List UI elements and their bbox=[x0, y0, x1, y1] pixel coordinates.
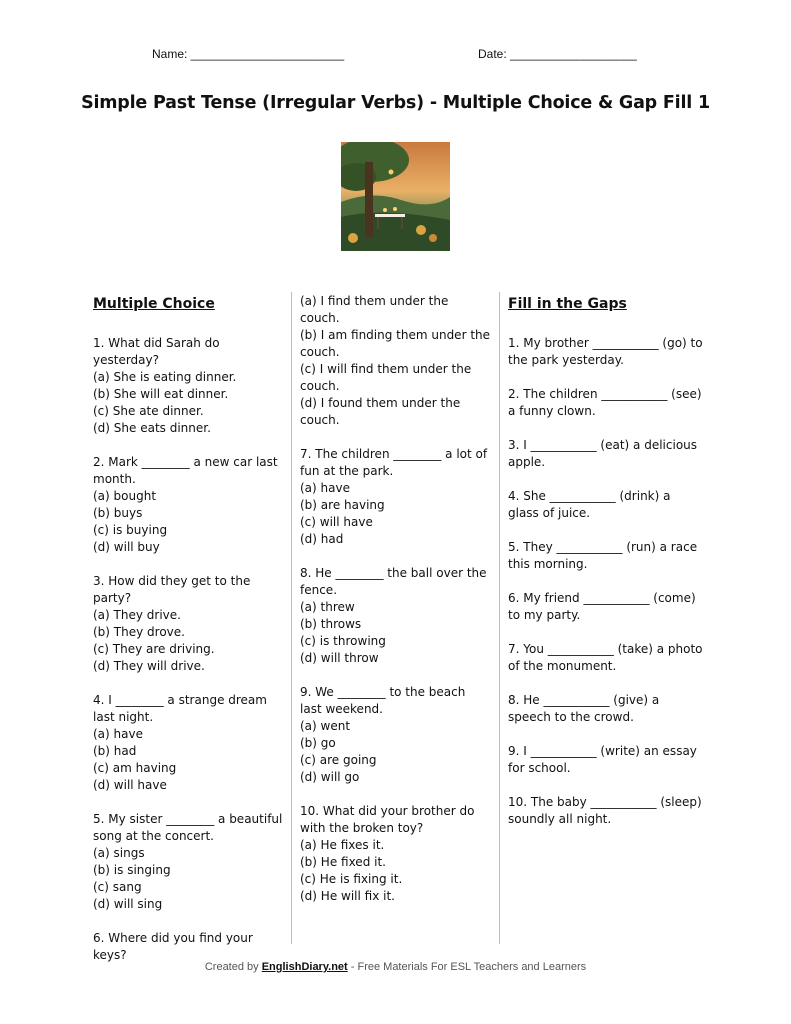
answer-option: (a) went bbox=[300, 719, 351, 733]
worksheet-title: Simple Past Tense (Irregular Verbs) - Multiple Choice & Gap Fill 1 bbox=[81, 93, 710, 113]
multiple-choice-column-1 bbox=[93, 292, 285, 981]
question-6 bbox=[93, 930, 285, 964]
answer-option: (c) sang bbox=[93, 880, 142, 894]
question-text: 6. Where did you find your keys? bbox=[93, 931, 253, 962]
answer-option: (d) She eats dinner. bbox=[93, 421, 211, 435]
answer-option: (a) They drive. bbox=[93, 608, 181, 622]
question-6-options bbox=[300, 293, 490, 429]
question-text: 7. The children ________ a lot of fun at the park. bbox=[300, 447, 488, 478]
answer-option: (d) He will fix it. bbox=[300, 889, 395, 903]
answer-option: (c) will have bbox=[300, 515, 373, 529]
gap-fill-item: 5. They ___________ (run) a race this morning. bbox=[508, 540, 698, 571]
answer-option: (d) will sing bbox=[93, 897, 163, 911]
question-8 bbox=[300, 565, 490, 667]
answer-option: (a) sings bbox=[93, 846, 145, 860]
question-2 bbox=[93, 454, 285, 556]
answer-option: (b) buys bbox=[93, 506, 143, 520]
footer-credit bbox=[0, 961, 791, 973]
name-field-label: Name: _______________________ bbox=[152, 47, 345, 61]
answer-option: (b) go bbox=[300, 736, 336, 750]
answer-option: (c) am having bbox=[93, 761, 177, 775]
answer-option: (a) I find them under the couch. bbox=[300, 294, 449, 325]
answer-option: (c) They are driving. bbox=[93, 642, 215, 656]
question-text: 10. What did your brother do with the broken toy? bbox=[300, 804, 475, 835]
answer-option: (a) She is eating dinner. bbox=[93, 370, 237, 384]
answer-option: (b) throws bbox=[300, 617, 362, 631]
multiple-choice-heading: Multiple Choice bbox=[93, 296, 215, 312]
answer-option: (d) will go bbox=[300, 770, 360, 784]
answer-option: (b) I am finding them under the couch. bbox=[300, 328, 491, 359]
answer-option: (a) have bbox=[300, 481, 350, 495]
question-5 bbox=[93, 811, 285, 913]
question-1 bbox=[93, 335, 285, 437]
answer-option: (b) are having bbox=[300, 498, 385, 512]
question-3 bbox=[93, 573, 285, 675]
question-9 bbox=[300, 684, 490, 786]
englishdiary-link[interactable]: EnglishDiary.net bbox=[261, 961, 348, 973]
answer-option: (a) He fixes it. bbox=[300, 838, 385, 852]
answer-option: (b) She will eat dinner. bbox=[93, 387, 229, 401]
gap-fill-item: 8. He ___________ (give) a speech to the crowd. bbox=[508, 693, 660, 724]
illustration-dinner-table-under-tree bbox=[341, 142, 450, 251]
answer-option: (c) is buying bbox=[93, 523, 168, 537]
gap-fill-item: 4. She ___________ (drink) a glass of juice. bbox=[508, 489, 671, 520]
question-text: 9. We ________ to the beach last weekend. bbox=[300, 685, 466, 716]
column-divider bbox=[499, 292, 500, 944]
answer-option: (d) will throw bbox=[300, 651, 379, 665]
gap-fill-item: 2. The children ___________ (see) a funny clown. bbox=[508, 387, 702, 418]
gap-fill-heading: Fill in the Gaps bbox=[508, 296, 627, 312]
answer-option: (b) They drove. bbox=[93, 625, 185, 639]
gap-fill-item: 6. My friend ___________ (come) to my party. bbox=[508, 591, 696, 622]
footer-suffix: - Free Materials For ESL Teachers and Learners bbox=[347, 961, 587, 973]
answer-option: (b) is singing bbox=[93, 863, 171, 877]
answer-option: (d) They will drive. bbox=[93, 659, 205, 673]
answer-option: (c) I will find them under the couch. bbox=[300, 362, 472, 393]
answer-option: (a) have bbox=[93, 727, 143, 741]
gap-fill-item: 7. You ___________ (take) a photo of the monument. bbox=[508, 642, 703, 673]
question-text: 1. What did Sarah do yesterday? bbox=[93, 336, 220, 367]
answer-option: (d) will buy bbox=[93, 540, 160, 554]
question-7 bbox=[300, 446, 490, 548]
footer-prefix: Created by bbox=[204, 961, 262, 973]
gap-fill-item: 3. I ___________ (eat) a delicious apple. bbox=[508, 438, 698, 469]
answer-option: (a) bought bbox=[93, 489, 157, 503]
answer-option: (b) He fixed it. bbox=[300, 855, 386, 869]
column-divider bbox=[291, 292, 292, 944]
multiple-choice-column-2 bbox=[300, 293, 490, 922]
gap-fill-item: 1. My brother ___________ (go) to the park yesterday. bbox=[508, 336, 703, 367]
question-text: 4. I ________ a strange dream last night. bbox=[93, 693, 267, 724]
question-text: 8. He ________ the ball over the fence. bbox=[300, 566, 487, 597]
gap-fill-column bbox=[508, 292, 704, 845]
date-field-label: Date: ___________________ bbox=[478, 47, 637, 61]
answer-option: (c) She ate dinner. bbox=[93, 404, 204, 418]
answer-option: (d) I found them under the couch. bbox=[300, 396, 461, 427]
question-4 bbox=[93, 692, 285, 794]
answer-option: (c) are going bbox=[300, 753, 377, 767]
answer-option: (c) is throwing bbox=[300, 634, 386, 648]
question-text: 5. My sister ________ a beautiful song at the concert. bbox=[93, 812, 283, 843]
gap-fill-item: 9. I ___________ (write) an essay for school. bbox=[508, 744, 697, 775]
answer-option: (d) had bbox=[300, 532, 344, 546]
answer-option: (c) He is fixing it. bbox=[300, 872, 403, 886]
question-text: 2. Mark ________ a new car last month. bbox=[93, 455, 278, 486]
question-10 bbox=[300, 803, 490, 905]
question-text: 3. How did they get to the party? bbox=[93, 574, 251, 605]
gap-fill-item: 10. The baby ___________ (sleep) soundly all night. bbox=[508, 795, 702, 826]
answer-option: (a) threw bbox=[300, 600, 355, 614]
answer-option: (b) had bbox=[93, 744, 137, 758]
answer-option: (d) will have bbox=[93, 778, 167, 792]
